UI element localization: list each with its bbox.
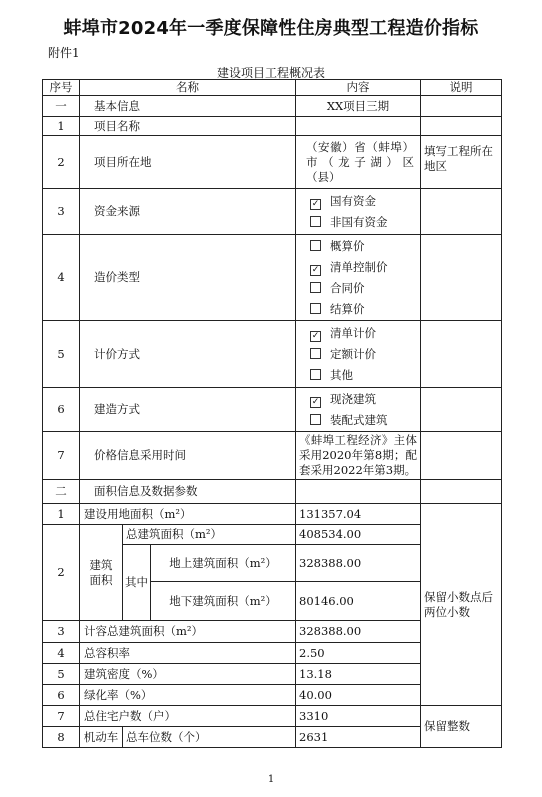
row-seq: 5 [43,664,80,685]
checkbox-empty-icon[interactable] [310,240,321,251]
option-bill-pricing[interactable]: ✓ 清单计价 [311,325,376,341]
total-area-label: 总建筑面积（m²） [123,525,296,545]
row-note [421,388,502,432]
funding-options [296,189,421,235]
table-row [43,189,502,235]
row-note [421,189,502,235]
price-info-content: 《蚌埠工程经济》主体采用2020年第8期；配套采用2022年第3期。 [296,432,421,480]
header-name: 名称 [80,80,296,96]
header-seq: 序号 [43,80,80,96]
below-area-value: 80146.00 [296,582,421,621]
table-row [43,480,502,504]
option-non-state-owned[interactable]: 非国有资金 [296,212,420,233]
row-note [421,432,502,480]
row-seq: 二 [43,480,80,504]
far-value: 2.50 [296,643,421,664]
table-row [43,432,502,480]
header-note: 说明 [421,80,502,96]
table-row [43,504,502,525]
option-contract[interactable]: 合同价 [296,278,420,299]
row-seq: 7 [43,432,80,480]
pricing-options [296,321,421,388]
option-settlement[interactable]: 结算价 [296,299,420,320]
note-integer: 保留整数 [421,706,502,748]
parking-value: 2631 [296,727,421,748]
below-area-label: 地下建筑面积（m²） [151,582,296,621]
of-which-label: 其中 [123,545,151,621]
row-seq: 4 [43,643,80,664]
row-note [421,96,502,117]
row-name: 总住宅户数（户） [80,706,296,727]
checkbox-empty-icon[interactable] [310,282,321,293]
row-name: 计价方式 [80,321,296,388]
page-title: 蚌埠市2024年一季度保障性住房典型工程造价指标 [63,18,479,39]
header-content: 内容 [296,80,421,96]
row-name: 面积信息及数据参数 [80,480,296,504]
option-prefabricated[interactable]: 装配式建筑 [296,410,420,431]
row-name: 建设用地面积（m²） [80,504,296,525]
checkbox-checked-icon[interactable]: ✓ [311,264,320,275]
row-name: 建造方式 [80,388,296,432]
green-value: 40.00 [296,685,421,706]
row-content [296,117,421,136]
row-name: 资金来源 [80,189,296,235]
row-name: 绿化率（%） [80,685,296,706]
row-name: 价格信息采用时间 [80,432,296,480]
option-bill-control[interactable]: ✓ 清单控制价 [311,259,388,275]
note-decimal: 保留小数点后两位小数 [421,504,502,706]
table-header-row [43,80,502,96]
parking-label: 机动车 [80,727,123,748]
far-area-value: 328388.00 [296,621,421,643]
annex-label: 附件1 [48,46,80,60]
row-seq: 5 [43,321,80,388]
cost-type-options [296,235,421,321]
row-seq: 8 [43,727,80,748]
option-estimate[interactable]: 概算价 [296,236,420,257]
checkbox-checked-icon[interactable]: ✓ [311,198,320,209]
table-row [43,321,502,388]
row-seq: 一 [43,96,80,117]
option-cast-in-place[interactable]: ✓ 现浇建筑 [311,391,376,407]
row-note [421,235,502,321]
table-row [43,96,502,117]
checkbox-empty-icon[interactable] [310,414,321,425]
table-row [43,235,502,321]
table-row [43,706,502,727]
checkbox-empty-icon[interactable] [310,216,321,227]
row-name: 基本信息 [80,96,296,117]
table-row [43,136,502,189]
row-seq: 4 [43,235,80,321]
build-method-options [296,388,421,432]
row-seq: 3 [43,189,80,235]
above-area-label: 地上建筑面积（m²） [151,545,296,582]
table-row [43,388,502,432]
households-value: 3310 [296,706,421,727]
checkbox-checked-icon[interactable]: ✓ [311,396,320,407]
row-seq: 6 [43,388,80,432]
total-area-value: 408534.00 [296,525,421,545]
land-area-value: 131357.04 [296,504,421,525]
basic-content: XX项目三期 [296,96,421,117]
density-value: 13.18 [296,664,421,685]
checkbox-checked-icon[interactable]: ✓ [311,330,320,341]
project-overview-table [42,79,502,748]
row-seq: 6 [43,685,80,706]
location-note: 填写工程所在地区 [421,136,502,189]
building-area-label: 建筑面积 [80,525,123,621]
location-content: （安徽）省（蚌埠）市（龙子湖）区（县） [296,136,421,189]
row-seq: 3 [43,621,80,643]
table-caption: 建设项目工程概况表 [216,66,325,80]
parking-sub-label: 总车位数（个） [123,727,296,748]
row-note [421,480,502,504]
row-name: 建筑密度（%） [80,664,296,685]
option-state-owned[interactable]: ✓ 国有资金 [311,193,376,209]
table-row [43,117,502,136]
row-note [421,117,502,136]
row-seq: 7 [43,706,80,727]
row-content [296,480,421,504]
row-seq: 2 [43,525,80,621]
row-name: 计容总建筑面积（m²） [80,621,296,643]
row-name: 造价类型 [80,235,296,321]
checkbox-empty-icon[interactable] [310,303,321,314]
row-note [421,321,502,388]
row-seq: 2 [43,136,80,189]
page-number: 1 [267,774,275,785]
row-name: 总容积率 [80,643,296,664]
checkbox-empty-icon[interactable] [310,369,321,380]
checkbox-empty-icon[interactable] [310,348,321,359]
row-name: 项目名称 [80,117,296,136]
option-quota-pricing[interactable]: 定额计价 [296,344,420,365]
row-name: 项目所在地 [80,136,296,189]
row-seq: 1 [43,117,80,136]
option-other[interactable]: 其他 [296,365,420,386]
above-area-value: 328388.00 [296,545,421,582]
row-seq: 1 [43,504,80,525]
